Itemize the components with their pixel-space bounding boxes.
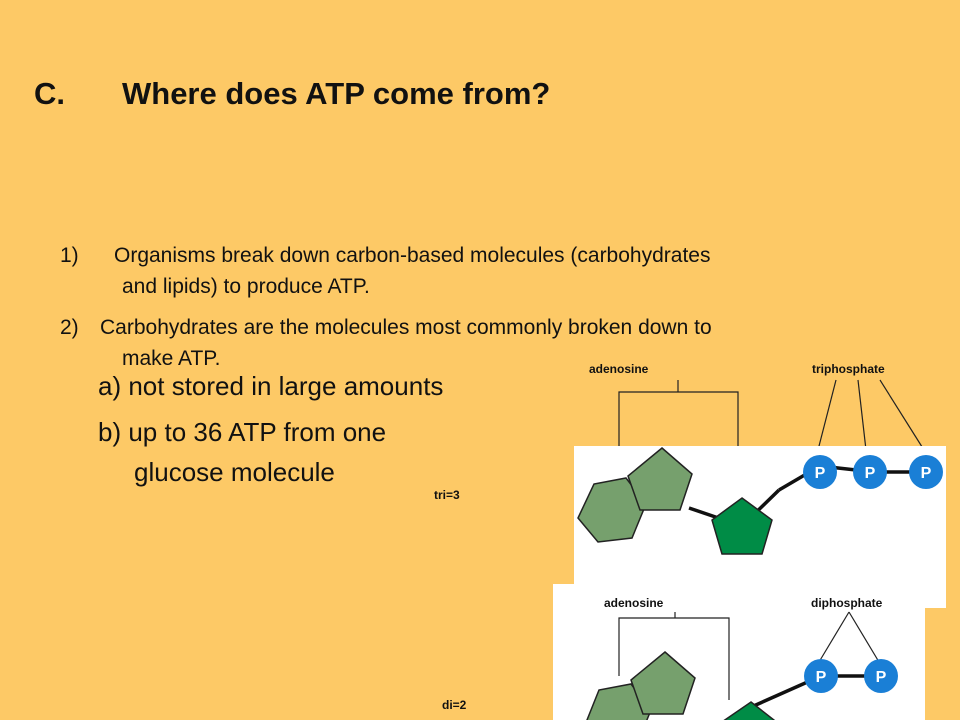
tri-count-label: tri=3 (434, 488, 460, 502)
adp-molecule-panel (553, 584, 925, 720)
phosphate-symbol: P (815, 669, 827, 686)
adp-diphosphate-label: diphosphate (811, 596, 883, 610)
title-text: Where does ATP come from? (122, 76, 551, 111)
item-number: 2) (60, 316, 79, 339)
atp-triphosphate-label: triphosphate (812, 362, 885, 376)
item-number: 1) (60, 244, 79, 267)
adp-molecule (553, 584, 925, 720)
sugar-pentagon-icon (719, 702, 779, 720)
item-text-cont: make ATP. (122, 347, 221, 370)
item-text: Carbohydrates are the molecules most commonly broken down to (100, 316, 712, 339)
atp-adenosine-label: adenosine (589, 362, 649, 376)
item-text: Organisms break down carbon-based molecules (carbohydrates (114, 244, 711, 267)
phosphate-symbol: P (814, 465, 826, 482)
sub-point-b-cont: glucose molecule (134, 457, 335, 487)
pentagon-ring-icon (628, 448, 692, 510)
adp-adenosine-label: adenosine (604, 596, 664, 610)
sub-point-a: a) not stored in large amounts (98, 371, 444, 401)
pentagon-ring-icon (631, 652, 695, 714)
phosphate-symbol: P (875, 669, 887, 686)
sub-point-b-text: b) up to 36 ATP from one (98, 417, 387, 447)
item-text-cont: and lipids) to produce ATP. (122, 275, 370, 298)
phosphate-symbol: P (920, 465, 932, 482)
di-count-label: di=2 (442, 698, 467, 712)
title-letter: C. (34, 76, 65, 111)
phosphate-symbol: P (864, 465, 876, 482)
